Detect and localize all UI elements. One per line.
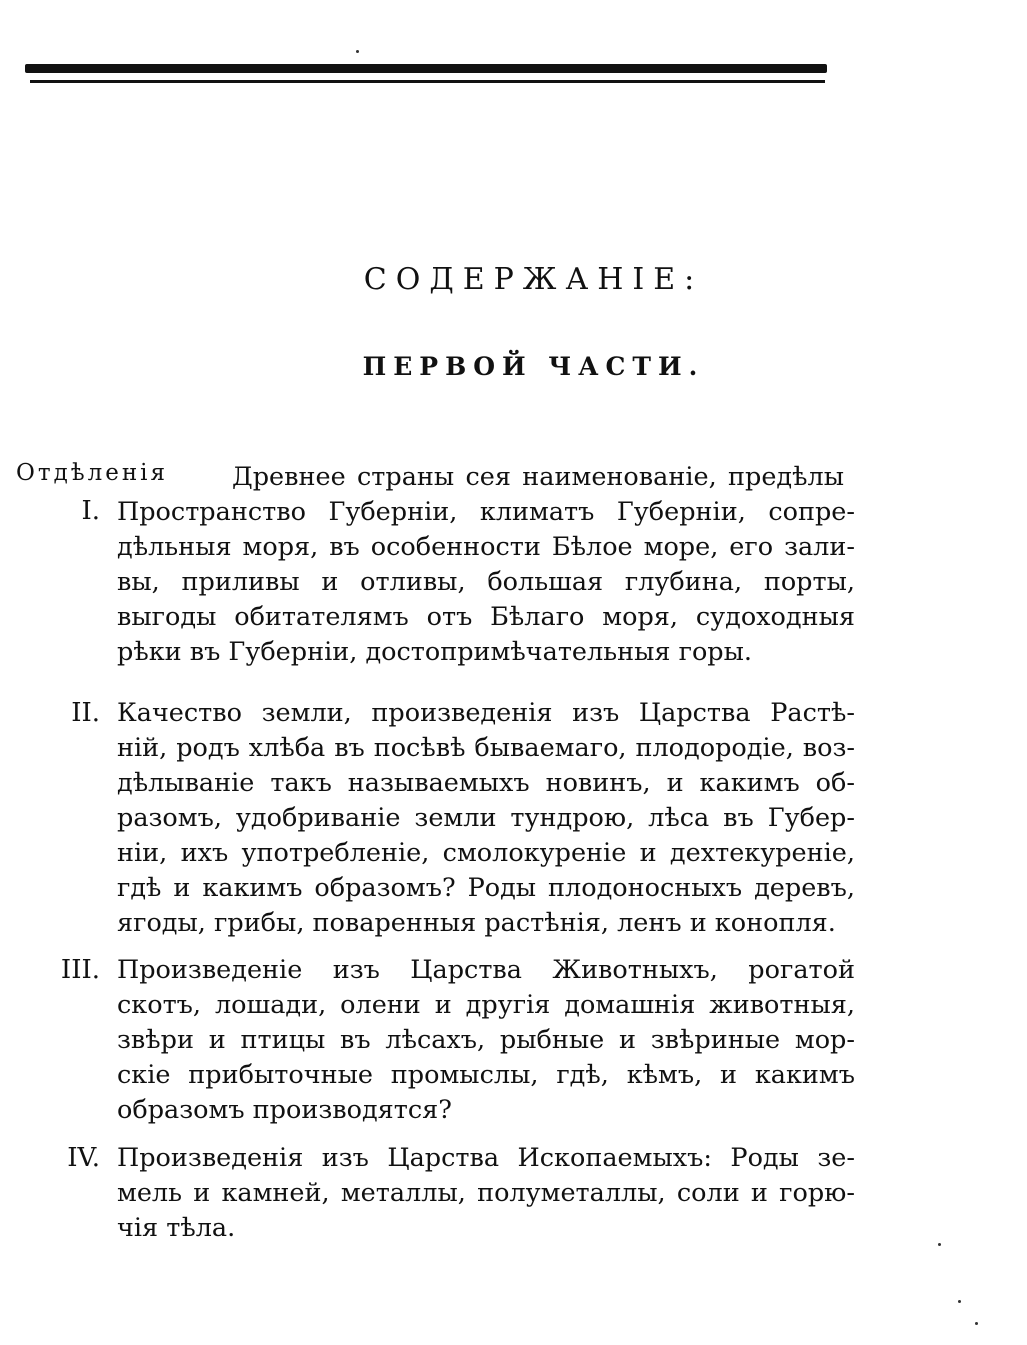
header-rule-thick xyxy=(25,64,827,73)
section-text xyxy=(117,953,855,1128)
section-number: I. xyxy=(81,496,100,526)
section-label: Отдѣленія xyxy=(16,460,169,486)
section-text-line: ягоды, грибы, поваренныя растѣнія, ленъ и конопля. xyxy=(117,908,836,938)
section-number: III. xyxy=(60,955,100,985)
page-title: СОДЕРЖАНІЕ: xyxy=(363,262,704,297)
print-speck xyxy=(356,50,359,53)
section-number: II. xyxy=(71,698,100,728)
section-text-line: скотъ, лошади, олени и другія домашнія животныя, xyxy=(117,990,855,1020)
section-text-line: Произведеніе изъ Царства Животныхъ, рогатой xyxy=(117,955,855,985)
section-text-line: рѣки въ Губерніи, достопримѣчательныя горы. xyxy=(117,637,753,667)
print-speck xyxy=(958,1300,961,1303)
section-text-line: гдѣ и какимъ образомъ? Роды плодоносныхъ деревъ, xyxy=(117,873,855,903)
section-text xyxy=(117,1141,855,1246)
header-rule-thin xyxy=(30,80,825,83)
section-text-line: чія тѣла. xyxy=(117,1213,236,1243)
section-text-line: мель и камней, металлы, полуметаллы, соли и горю- xyxy=(117,1178,855,1208)
section-text-line: дѣлываніе такъ называемыхъ новинъ, и какимъ об- xyxy=(117,768,855,798)
section-text-line: Древнее страны сея наименованіе, предѣлы xyxy=(232,462,844,492)
section-text-line: ніи, ихъ употребленіе, смолокуреніе и дехтекуреніе, xyxy=(117,838,855,868)
section-text-line xyxy=(232,460,844,495)
section-text-line: звѣри и птицы въ лѣсахъ, рыбные и звѣриные мор- xyxy=(117,1025,855,1055)
section-number: IV. xyxy=(67,1143,100,1173)
section-text-line: дѣльныя моря, въ особенности Бѣлое море, его зали- xyxy=(117,532,855,562)
section-text-line: выгоды обитателямъ отъ Бѣлаго моря, судоходныя xyxy=(117,602,855,632)
page-subtitle: ПЕРВОЙ ЧАСТИ. xyxy=(362,352,705,381)
print-speck xyxy=(975,1322,978,1325)
section-text-line: Качество земли, произведенія изъ Царства Растѣ- xyxy=(117,698,855,728)
section-text-line: ній, родъ хлѣба въ посѣвѣ бываемаго, плодородіе, воз- xyxy=(117,733,855,763)
section-text-line: Произведенія изъ Царства Ископаемыхъ: Роды зе- xyxy=(117,1143,855,1173)
section-text-line: образомъ производятся? xyxy=(117,1095,452,1125)
section-text xyxy=(117,495,855,670)
section-text-line: Пространство Губерніи, климатъ Губерніи, сопре- xyxy=(117,497,855,527)
section-text xyxy=(117,696,855,941)
section-text-line: разомъ, удобриваніе земли тундрою, лѣса въ Губер- xyxy=(117,803,855,833)
print-speck xyxy=(938,1243,941,1246)
section-text-line: скіе прибыточные промыслы, гдѣ, кѣмъ, и какимъ xyxy=(117,1060,855,1090)
section-text-line: вы, приливы и отливы, большая глубина, порты, xyxy=(117,567,855,597)
